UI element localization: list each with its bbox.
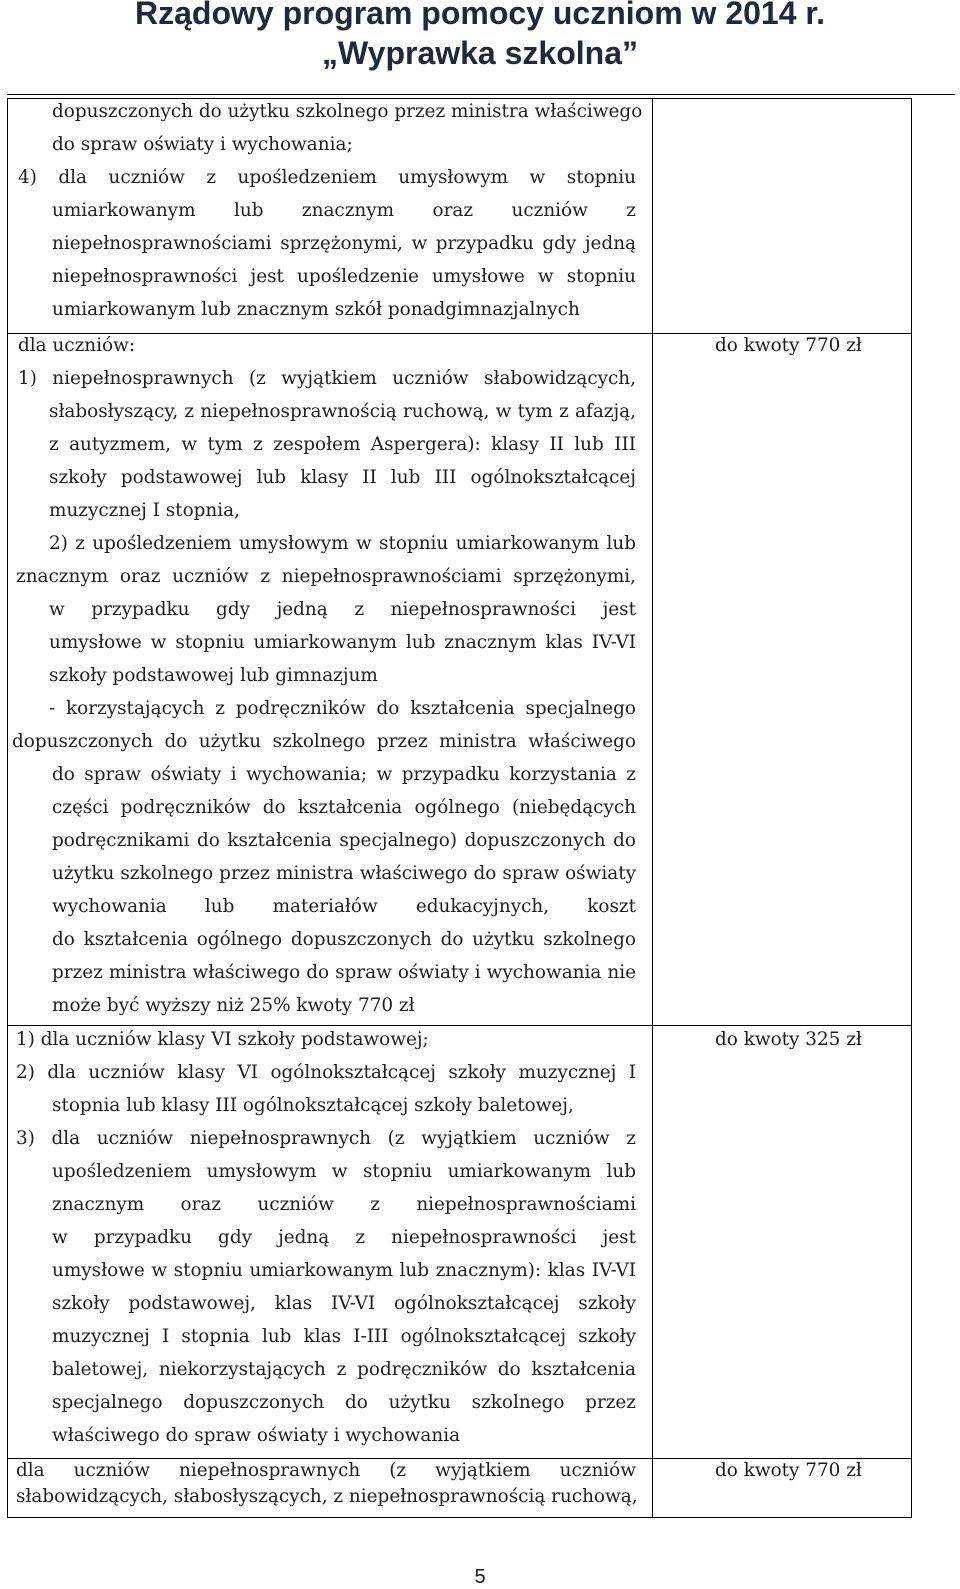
table-text-line: wychowania lub materiałów edukacyjnych, koszt bbox=[52, 896, 636, 917]
table-text-line: baletowej, niekorzystających z podręczników do kształcenia bbox=[52, 1359, 636, 1380]
table-text-line: 2) z upośledzeniem umysłowym w stopniu umiarkowanym lub bbox=[49, 533, 636, 554]
table-text-line: do kształcenia ogólnego dopuszczonych do użytku szkolnego bbox=[52, 929, 636, 950]
table-text-line: 1) niepełnosprawnych (z wyjątkiem uczniów słabowidzących, bbox=[18, 368, 636, 389]
table-text-line: do spraw oświaty i wychowania; bbox=[52, 134, 353, 155]
table-text-line: specjalnego dopuszczonych do użytku szkolnego przez bbox=[52, 1392, 636, 1413]
document-title: Rządowy program pomocy uczniom w 2014 r. bbox=[135, 0, 825, 31]
table-text-line: 2) dla uczniów klasy VI ogólnokształcącej szkoły muzycznej I bbox=[16, 1062, 636, 1083]
table-row-divider bbox=[7, 1025, 912, 1026]
table-text-line: w przypadku gdy jedną z niepełnosprawności jest bbox=[49, 599, 636, 620]
table-text-line: dopuszczonych do użytku szkolnego przez ministra właściwego bbox=[12, 731, 636, 752]
table-text-line: dopuszczonych do użytku szkolnego przez ministra właściwego bbox=[52, 101, 643, 122]
table-column-divider bbox=[652, 98, 653, 1518]
table-text-line: przez ministra właściwego do spraw oświaty i wychowania nie bbox=[52, 962, 636, 983]
table-text-line: muzycznej I stopnia lub klas I-III ogólnokształcącej szkoły bbox=[52, 1326, 636, 1347]
table-text-line: niepełnosprawnościami sprzężonymi, w przypadku gdy jedną bbox=[52, 233, 636, 254]
table-text-line: niepełnosprawności jest upośledzenie umysłowe w stopniu bbox=[52, 266, 636, 287]
table-text-line: umysłowe w stopniu umiarkowanym lub znacznym): klas IV-VI bbox=[52, 1260, 636, 1281]
table-text-line: z autyzmem, w tym z zespołem Aspergera): klasy II lub III bbox=[49, 434, 636, 455]
allowance-amount: do kwoty 770 zł bbox=[715, 335, 862, 356]
table-text-line: słabosłyszący, z niepełnosprawnością ruchową, w tym z afazją, bbox=[49, 401, 636, 422]
header-rule bbox=[7, 94, 955, 95]
table-text-line: szkoły podstawowej lub klasy II lub III ogólnokształcącej bbox=[49, 467, 636, 488]
table-text-line: do spraw oświaty i wychowania; w przypadku korzystania z bbox=[52, 764, 636, 785]
table-text-line: umiarkowanym lub znacznym oraz uczniów z bbox=[52, 200, 636, 221]
table-text-line: części podręczników do kształcenia ogólnego (niebędących bbox=[52, 797, 636, 818]
table-text-line: stopnia lub klasy III ogólnokształcącej szkoły baletowej, bbox=[52, 1095, 574, 1116]
table-text-line: 3) dla uczniów niepełnosprawnych (z wyjątkiem uczniów z bbox=[16, 1128, 636, 1149]
table-text-line: umiarkowanym lub znacznym szkół ponadgimnazjalnych bbox=[52, 299, 580, 320]
table-text-line: dla uczniów: bbox=[18, 335, 136, 356]
table-text-line: podręcznikami do kształcenia specjalnego) dopuszczonych do bbox=[52, 830, 636, 851]
table-text-line: znacznym oraz uczniów z niepełnosprawnościami bbox=[52, 1194, 636, 1215]
table-text-line: użytku szkolnego przez ministra właściwego do spraw oświaty bbox=[52, 863, 636, 884]
table-text-line: znacznym oraz uczniów z niepełnosprawnościami sprzężonymi, bbox=[16, 566, 636, 587]
table-text-line: właściwego do spraw oświaty i wychowania bbox=[52, 1425, 461, 1446]
table-text-line: upośledzeniem umysłowym w stopniu umiarkowanym lub bbox=[52, 1161, 636, 1182]
table-text-line: w przypadku gdy jedną z niepełnosprawności jest bbox=[52, 1227, 636, 1248]
table-text-line: umysłowe w stopniu umiarkowanym lub znacznym klas IV-VI bbox=[49, 632, 636, 653]
table-text-line: - korzystających z podręczników do kształcenia specjalnego bbox=[49, 698, 636, 719]
allowance-amount: do kwoty 770 zł bbox=[715, 1460, 862, 1481]
page-number: 5 bbox=[474, 1566, 486, 1588]
table-text-line: 1) dla uczniów klasy VI szkoły podstawowej; bbox=[16, 1029, 429, 1050]
document-subtitle: „Wyprawka szkolna” bbox=[322, 35, 638, 71]
table-text-line: muzycznej I stopnia, bbox=[49, 500, 240, 521]
table-text-line: słabowidzących, słabosłyszących, z niepełnosprawnością ruchową, bbox=[16, 1486, 638, 1507]
allowance-amount: do kwoty 325 zł bbox=[715, 1029, 862, 1050]
table-text-line: szkoły podstawowej, klas IV-VI ogólnokształcącej szkoły bbox=[52, 1293, 636, 1314]
table-text-line: szkoły podstawowej lub gimnazjum bbox=[49, 665, 378, 686]
table-text-line: dla uczniów niepełnosprawnych (z wyjątkiem uczniów bbox=[16, 1460, 636, 1481]
table-text-line: może być wyższy niż 25% kwoty 770 zł bbox=[52, 995, 415, 1016]
table-text-line: 4) dla uczniów z upośledzeniem umysłowym w stopniu bbox=[18, 167, 636, 188]
